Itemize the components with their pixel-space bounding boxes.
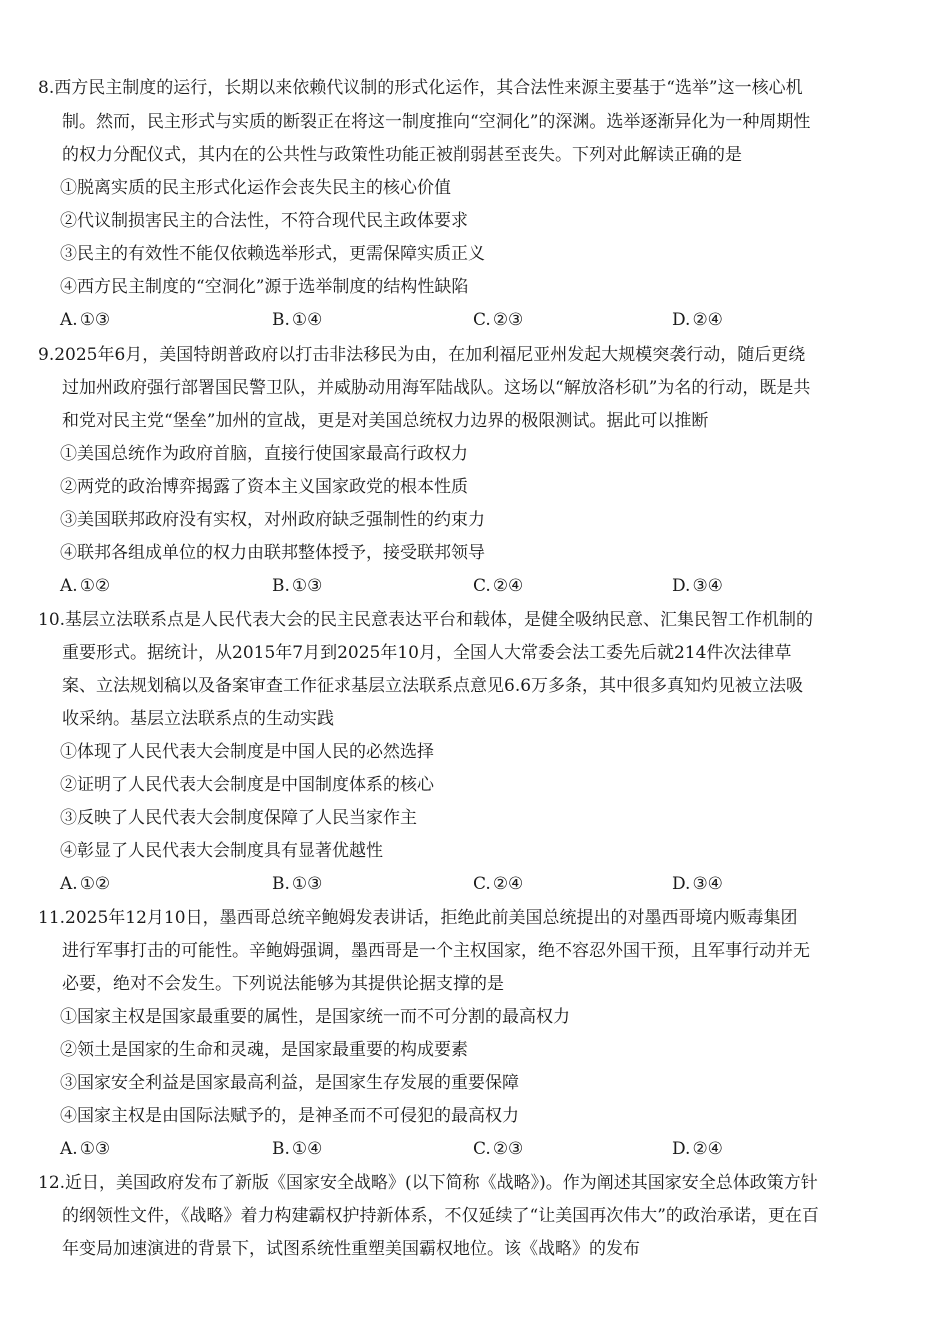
question-stem-line: 重要形式。据统计，从2015年7月到2025年10月，全国人大常委会法工委先后就214件次法律草 (62, 643, 792, 663)
question-stem-line: 收采纳。基层立法联系点的生动实践 (62, 709, 334, 729)
option-value: ①④ (291, 310, 323, 330)
statement-item: ④联邦各组成单位的权力由联邦整体授予，接受联邦领导 (60, 543, 485, 563)
question-stem-line: 案、立法规划稿以及备案审查工作征求基层立法联系点意见6.6万多条，其中很多真知灼见被立法吸 (62, 676, 804, 696)
question-stem-first-line: 9.2025年6月，美国特朗普政府以打击非法移民为由，在加利福尼亚州发起大规模突袭行动，随后更绕 (38, 345, 806, 365)
statement-item: ②领土是国家的生命和灵魂，是国家最重要的构成要素 (60, 1040, 468, 1060)
statement-item: ③民主的有效性不能仅依赖选举形式，更需保障实质正义 (60, 244, 485, 264)
answer-option (60, 571, 110, 601)
option-letter: A. (60, 576, 78, 596)
question-stem-first-line: 11.2025年12月10日，墨西哥总统辛鲍姆发表讲话，拒绝此前美国总统提出的对墨西哥境内贩毒集团 (38, 908, 798, 928)
answer-option (473, 571, 523, 601)
option-value: ②④ (692, 310, 723, 330)
answer-option (672, 305, 723, 335)
answer-option (672, 571, 723, 601)
answer-option (272, 1134, 322, 1164)
option-value: ②③ (492, 310, 524, 330)
question-stem-first-line: 8.西方民主制度的运行，长期以来依赖代议制的形式化运作，其合法性来源主要基于“选举”这一核心机 (38, 78, 803, 98)
option-value: ①③ (291, 576, 323, 596)
option-value: ②④ (692, 1139, 723, 1159)
question-stem-line: 进行军事打击的可能性。辛鲍姆强调，墨西哥是一个主权国家，绝不容忍外国干预，且军事行动并无 (62, 941, 810, 961)
question-stem-line: 过加州政府强行部署国民警卫队，并威胁动用海军陆战队。这场以“解放洛杉矶”为名的行动，既是共 (62, 378, 811, 398)
statement-item: ④国家主权是由国际法赋予的，是神圣而不可侵犯的最高权力 (60, 1106, 519, 1126)
answer-option (60, 869, 110, 899)
option-letter: D. (672, 874, 691, 894)
statement-item: ③美国联邦政府没有实权，对州政府缺乏强制性的约束力 (60, 510, 485, 530)
statement-item: ③国家安全利益是国家最高利益，是国家生存发展的重要保障 (60, 1073, 519, 1093)
answer-option (672, 1134, 723, 1164)
option-letter: C. (473, 576, 491, 596)
option-letter: C. (473, 874, 491, 894)
statement-item: ②代议制损害民主的合法性，不符合现代民主政体要求 (60, 211, 468, 231)
answer-options (0, 869, 950, 899)
answer-options (0, 305, 950, 335)
option-value: ①③ (291, 874, 323, 894)
statement-item: ①体现了人民代表大会制度是中国人民的必然选择 (60, 742, 434, 762)
answer-option (272, 869, 322, 899)
option-value: ①③ (79, 310, 111, 330)
statement-item: ④彰显了人民代表大会制度具有显著优越性 (60, 841, 383, 861)
option-value: ①② (79, 576, 111, 596)
question-stem-line: 的权力分配仪式，其内在的公共性与政策性功能正被削弱甚至丧失。下列对此解读正确的是 (62, 145, 742, 165)
statement-item: ②两党的政治博弈揭露了资本主义国家政党的根本性质 (60, 477, 468, 497)
option-letter: B. (272, 576, 290, 596)
answer-option (473, 305, 523, 335)
answer-option (60, 305, 110, 335)
option-letter: A. (60, 310, 78, 330)
option-value: ③④ (692, 576, 723, 596)
statement-item: ①美国总统作为政府首脑，直接行使国家最高行政权力 (60, 444, 468, 464)
question-stem-line: 年变局加速演进的背景下，试图系统性重塑美国霸权地位。该《战略》的发布 (62, 1239, 640, 1259)
answer-options (0, 1134, 950, 1164)
option-letter: A. (60, 874, 78, 894)
answer-option (60, 1134, 110, 1164)
statement-item: ①国家主权是国家最重要的属性，是国家统一而不可分割的最高权力 (60, 1007, 570, 1027)
option-letter: B. (272, 1139, 290, 1159)
answer-option (672, 869, 723, 899)
question-stem-line: 的纲领性文件，《战略》着力构建霸权护持新体系，不仅延续了“让美国再次伟大”的政治承诺，更在百 (62, 1206, 819, 1226)
option-letter: A. (60, 1139, 78, 1159)
answer-option (473, 1134, 523, 1164)
option-letter: C. (473, 1139, 491, 1159)
option-value: ①② (79, 874, 111, 894)
option-letter: B. (272, 310, 290, 330)
option-letter: C. (473, 310, 491, 330)
statement-item: ②证明了人民代表大会制度是中国制度体系的核心 (60, 775, 434, 795)
question-stem-first-line: 10.基层立法联系点是人民代表大会的民主民意表达平台和载体，是健全吸纳民意、汇集民智工作机制的 (38, 610, 814, 630)
option-value: ②③ (492, 1139, 524, 1159)
option-value: ③④ (692, 874, 723, 894)
option-letter: D. (672, 310, 691, 330)
option-letter: B. (272, 874, 290, 894)
statement-item: ④西方民主制度的“空洞化”源于选举制度的结构性缺陷 (60, 277, 469, 297)
option-value: ②④ (492, 874, 524, 894)
answer-option (473, 869, 523, 899)
statement-item: ①脱离实质的民主形式化运作会丧失民主的核心价值 (60, 178, 451, 198)
answer-option (272, 571, 322, 601)
question-stem-line: 和党对民主党“堡垒”加州的宣战，更是对美国总统权力边界的极限测试。据此可以推断 (62, 411, 709, 431)
question-stem-first-line: 12.近日，美国政府发布了新版《国家安全战略》(以下简称《战略》)。作为阐述其国家安全总体政策方针 (38, 1173, 818, 1193)
option-letter: D. (672, 1139, 691, 1159)
option-value: ②④ (492, 576, 524, 596)
statement-item: ③反映了人民代表大会制度保障了人民当家作主 (60, 808, 417, 828)
answer-option (272, 305, 322, 335)
question-stem-line: 制。然而，民主形式与实质的断裂正在将这一制度推向“空洞化”的深渊。选举逐渐异化为一种周期性 (62, 112, 811, 132)
option-value: ①④ (291, 1139, 323, 1159)
option-letter: D. (672, 576, 691, 596)
answer-options (0, 571, 950, 601)
question-stem-line: 必要，绝对不会发生。下列说法能够为其提供论据支撑的是 (62, 974, 504, 994)
option-value: ①③ (79, 1139, 111, 1159)
